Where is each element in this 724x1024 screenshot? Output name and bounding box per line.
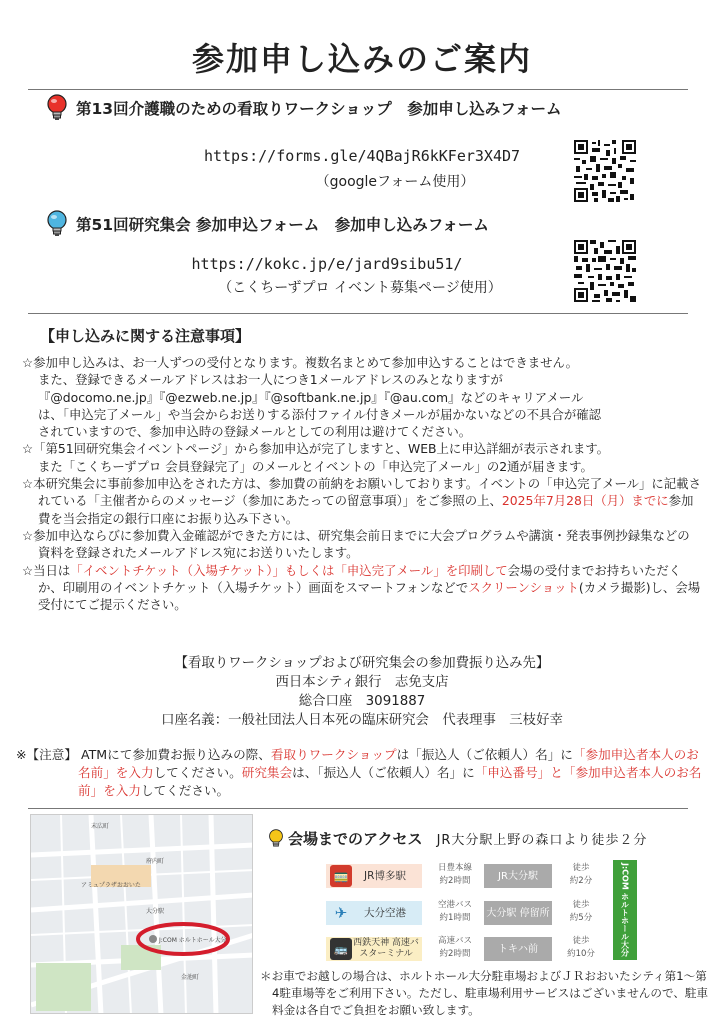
- route-walk: 徒歩 約5分: [569, 900, 593, 923]
- divider: [28, 808, 688, 809]
- divider: [28, 313, 688, 314]
- notice-item: ☆本研究集会に事前参加申込をされた方は、参加費の前納をお願いしております。イベントの「申込完了メール」に記載されている「主催者からのメッセージ（参加にあたっての留意事項）」をご参照の上、2025年7月28日（月）までに参加費を当会指定の銀行口座にお振り込み下さい。: [22, 476, 701, 526]
- form-url-research[interactable]: https://kokc.jp/e/jard9sibu51/: [191, 255, 463, 273]
- divider: [28, 89, 688, 90]
- notice-item: ☆「第51回研究集会イベントページ」から参加申込が完了しますと、WEB上に申込詳細が表示されます。 また「こくちーずプロ 会員登録完了」のメールとイベントの「申込完了メール」の2通が届きます。: [22, 441, 610, 474]
- route-mode: 空港バス 約1時間: [437, 900, 472, 923]
- notice-item: ☆当日は「イベントチケット（入場チケット）」もしくは「申込完了メール」を印刷して会場の受付までお持ちいただくか、印刷用のイベントチケット（入場チケット）画面をスマートフォンなどでスクリーンショット(カメラ撮影)し、会場受付にてご提示ください。: [22, 562, 701, 613]
- blue-lightbulb-icon: [46, 210, 68, 238]
- bank-info: [0, 654, 724, 730]
- map-label: アミュプラザおおいた: [81, 882, 141, 889]
- access-heading: 会場までのアクセス JR大分駅上野の森口より徒歩２分: [268, 828, 647, 849]
- bank-title: 【看取りワークショップおよび研究集会の参加費振り込み先】: [174, 656, 550, 671]
- red-lightbulb-icon: [46, 94, 68, 122]
- form-heading-text: 第51回研究集会 参加申込フォーム 参加申し込みフォーム: [76, 216, 489, 234]
- route-origin-airport: ✈ 大分空港: [326, 901, 422, 925]
- yellow-lightbulb-icon: [268, 829, 284, 849]
- notice-title: 【申し込みに関する注意事項】: [40, 327, 251, 345]
- route-walk: 徒歩 約10分: [567, 936, 595, 959]
- route-origin-tenjin: 🚌 西鉄天神 高速バスターミナル: [326, 937, 422, 961]
- form-url-workshop[interactable]: https://forms.gle/4QBajR6kKFer3X4D7: [203, 147, 521, 165]
- bank-holder: 口座名義：一般社団法人日本死の臨床研究会 代表理事 三枝好幸: [161, 713, 563, 728]
- route-station: トキハ前: [484, 937, 552, 961]
- form-note-workshop: （googleフォーム使用）: [315, 174, 475, 190]
- bank-account: 総合口座 3091887: [298, 694, 426, 709]
- route-mode: 日豊本線 約2時間: [437, 863, 472, 886]
- notice-item: ☆参加申込ならびに参加費入金確認ができた方には、研究集会前日までに大会プログラムや講演・発表事例抄録集などの資料を登録されたメールアドレス宛にお送りいたします。: [22, 527, 690, 561]
- form-heading-workshop: [46, 94, 562, 122]
- train-icon: 🚃: [330, 865, 352, 887]
- route-origin-hakata: 🚃 JR博多駅: [326, 864, 422, 888]
- form-note-research: （こくちーずプロ イベント募集ページ使用）: [218, 280, 502, 296]
- page-title: 参加申し込みのご案内: [191, 40, 532, 78]
- map-label: 末広町: [91, 823, 110, 830]
- bank-name: 西日本シティ銀行 志免支店: [275, 675, 449, 690]
- bus-icon: 🚌: [330, 938, 352, 960]
- route-station: JR大分駅: [484, 864, 552, 888]
- venue-map[interactable]: [30, 814, 253, 1014]
- form-heading-text: 第13回介護職のための看取りワークショップ 参加申し込みフォーム: [76, 100, 562, 118]
- map-label: J:COM ホルトホール大分: [159, 937, 227, 944]
- route-walk: 徒歩 約2分: [569, 863, 593, 886]
- notice-item: ☆参加申し込みは、お一人ずつの受付となります。複数名まとめて参加申込することはできません。 また、登録できるメールアドレスはお一人につき1メールアドレスのみとなりますが 『@docomo.ne.jp』『@ezweb.ne.jp』『@softbank.ne.jp』『@au.com』などのキャリアメール は、「申込完了メール」や当会からお送りする添付ファイル付きメールが届かないなどの不具合が確認 されていますので、参加申込時の登録メールとしての利用は避けてください。: [22, 355, 602, 440]
- form-heading-research: [46, 210, 489, 238]
- route-station: 大分駅 停留所: [484, 901, 552, 925]
- map-label: 府内町: [146, 858, 165, 865]
- map-label: 金池町: [181, 974, 200, 981]
- parking-footnote: ＊お車でお越しの場合は、ホルトホール大分駐車場およびＪＲおおいたシティ第1～第4駐車場等をご利用下さい。ただし、駐車場利用サービスはございませんので、駐車料金は各自でご負担をお願い致します。: [260, 969, 709, 1017]
- notice-list: [22, 354, 702, 613]
- map-label: 大分駅: [146, 908, 165, 915]
- route-destination: J:COM ホルトホール大分: [613, 860, 637, 960]
- airplane-icon: ✈: [334, 903, 348, 922]
- qr-code-workshop[interactable]: [572, 138, 638, 204]
- atm-caution: ※【注意】 ATMにて参加費お振り込みの際、看取りワークショップは「振込人（ご依頼人）名」に「参加申込者本人のお名前」を入力してください。研究集会は、「振込人（ご依頼人）名」に「申込番号」と「参加申込者本人のお名前」を入力してください。: [16, 747, 702, 798]
- qr-code-research[interactable]: [572, 238, 638, 304]
- route-mode: 高速バス 約2時間: [437, 936, 472, 959]
